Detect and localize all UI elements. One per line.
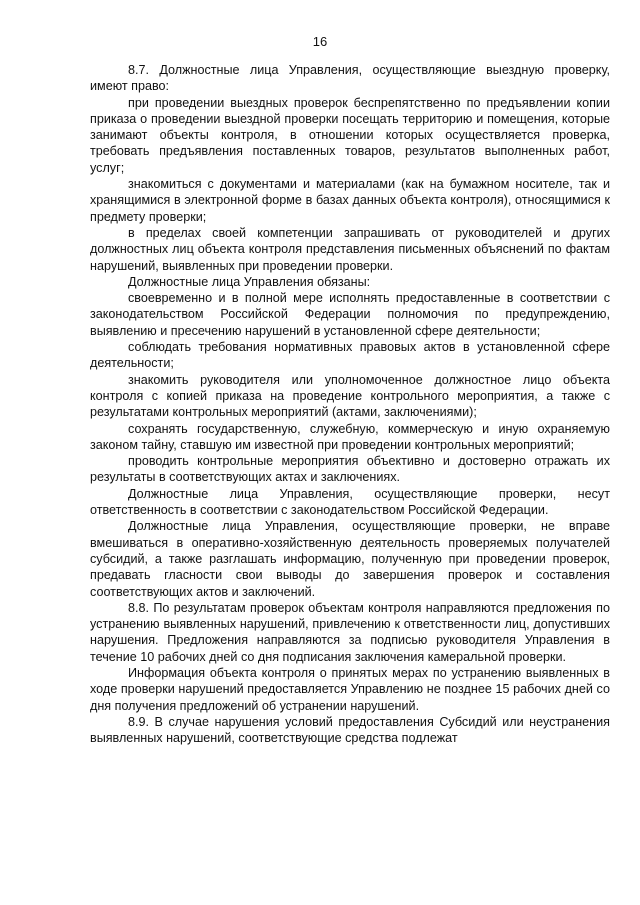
paragraph: проводить контрольные мероприятия объективно и достоверно отражать их результаты в соответствующих актах и заключениях. [90, 454, 610, 485]
paragraph: сохранять государственную, служебную, коммерческую и иную охраняемую законом тайну, ставшую им известной при проведении контрольных мероприятий; [90, 421, 610, 452]
document-body [90, 62, 610, 746]
paragraph: своевременно и в полной мере исполнять предоставленные в соответствии с законодательством Российской Федерации полномочия по предупреждению, выявлению и пресечению нарушений в установленной сфере деятельности; [90, 291, 610, 338]
page-number: 16 [312, 34, 328, 49]
paragraph: Должностные лица Управления обязаны: [128, 274, 371, 289]
paragraph: 8.9. В случае нарушения условий предоставления Субсидий или неустранения выявленных нарушений, соответствующие средства подлежат [90, 714, 610, 746]
paragraph: Должностные лица Управления, осуществляющие проверки, несут ответственность в соответствии с законодательством Российской Федерации. [90, 486, 610, 518]
paragraph: при проведении выездных проверок беспрепятственно по предъявлении копии приказа о проведении выездной проверки посещать территорию и помещения, которые занимают объекты контроля, в отношении которых осуществляется проверка, требовать предъявления поставленных товаров, результатов выполненных работ, услуг; [90, 95, 610, 175]
paragraph: в пределах своей компетенции запрашивать от руководителей и других должностных лиц объекта контроля представления письменных объяснений по фактам нарушений, выявленных при проведении проверки. [90, 225, 610, 273]
paragraph: Должностные лица Управления, осуществляющие проверки, не вправе вмешиваться в оперативно-хозяйственную деятельность проверяемых получателей субсидий, а также разглашать информацию, полученную при проведении проверок, предавать гласности свои выводы до завершения проверок и составления соответствующих актов и заключений. [90, 519, 610, 599]
paragraph: знакомить руководителя или уполномоченное должностное лицо объекта контроля с копией приказа на проведение контрольного мероприятия, а также с результатами контрольных мероприятий (актами, заключениями); [90, 372, 610, 420]
paragraph: Информация объекта контроля о принятых мерах по устранению выявленных в ходе проверки нарушений предоставляется Управлению не позднее 15 рабочих дней со дня получения предложений об устранении нарушений. [90, 665, 610, 713]
paragraph: соблюдать требования нормативных правовых актов в установленной сфере деятельности; [90, 340, 610, 371]
paragraph: 8.7. Должностные лица Управления, осуществляющие выездную проверку, имеют право: [90, 63, 610, 94]
paragraph: 8.8. По результатам проверок объектам контроля направляются предложения по устранению выявленных нарушений, привлечению к ответственности лиц, допустивших нарушения. Предложения направляются за подписью руководителя Управления в течение 10 рабочих дней со дня подписания заключения камеральной проверки. [90, 600, 610, 664]
paragraph: знакомиться с документами и материалами (как на бумажном носителе, так и хранящимися в электронной форме в базах данных объекта контроля), относящимися к предмету проверки; [90, 177, 610, 224]
